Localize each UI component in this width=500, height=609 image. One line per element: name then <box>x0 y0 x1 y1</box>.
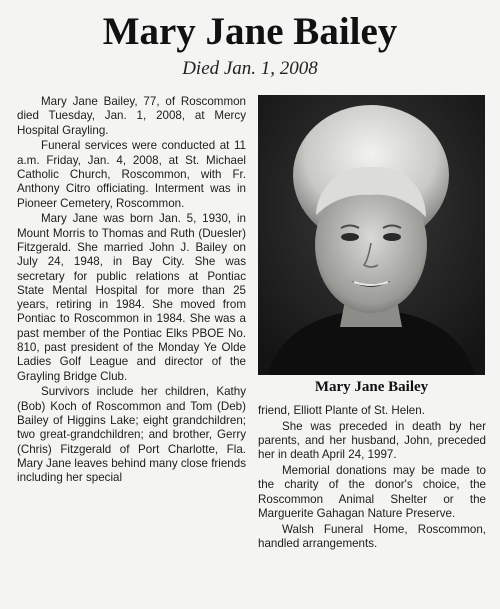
death-date-subtitle: Died Jan. 1, 2008 <box>182 58 318 79</box>
obituary-headline: Mary Jane Bailey <box>102 10 398 53</box>
obituary-right-column <box>258 404 486 599</box>
portrait-photo <box>258 95 485 375</box>
obituary-left-column <box>17 95 246 595</box>
obituary-paragraph: She was preceded in death by her parents, and her husband, John, preceded her in death April 24, 1997. <box>258 419 486 462</box>
obituary-paragraph: Memorial donations may be made to the charity of the donor's choice, the Roscommon Animal Shelter or the Marguerite Gahagan Nature Preserve. <box>258 464 486 521</box>
obituary-paragraph: Funeral services were conducted at 11 a.m. Friday, Jan. 4, 2008, at St. Michael Catholic Church, Roscommon, with Fr. Anthony Citro officiating. Interment was in Pioneer Cemetery, Roscommon. <box>17 139 246 210</box>
obituary-paragraph: Mary Jane Bailey, 77, of Roscommon died Tuesday, Jan. 1, 2008, at Mercy Hospital Grayling. <box>17 95 246 137</box>
obituary-paragraph: Walsh Funeral Home, Roscommon, handled arrangements. <box>258 522 486 551</box>
obituary-paragraph: Survivors include her children, Kathy (Bob) Koch of Roscommon and Tom (Deb) Bailey of Higgins Lake; eight grandchildren; two great-grandchildren; and brother, Gerry (Chris) Fitzgerald of Port Charlotte, Fla. Mary Jane leaves behind many close friends including her special <box>17 385 246 485</box>
portrait-illustration <box>258 95 485 375</box>
photo-caption: Mary Jane Bailey <box>314 379 429 395</box>
obituary-paragraph-continuation: friend, Elliott Plante of St. Helen. <box>258 404 425 417</box>
obituary-paragraph: Mary Jane was born Jan. 5, 1930, in Mount Morris to Thomas and Ruth (Duesler) Fitzgerald. She married John J. Bailey on July 24, 1948, in Bay City. She was secretary for public relations at Pontiac State Mental Hospital for more than 25 years, retiring in 1984. She moved from Pontiac to Roscommon in 1984. She was a past member of the Pontiac Elks PBOE No. 810, past president of the Monday Ye Olde Ladies Golf League and director of the Grayling Bridge Club. <box>17 212 246 383</box>
